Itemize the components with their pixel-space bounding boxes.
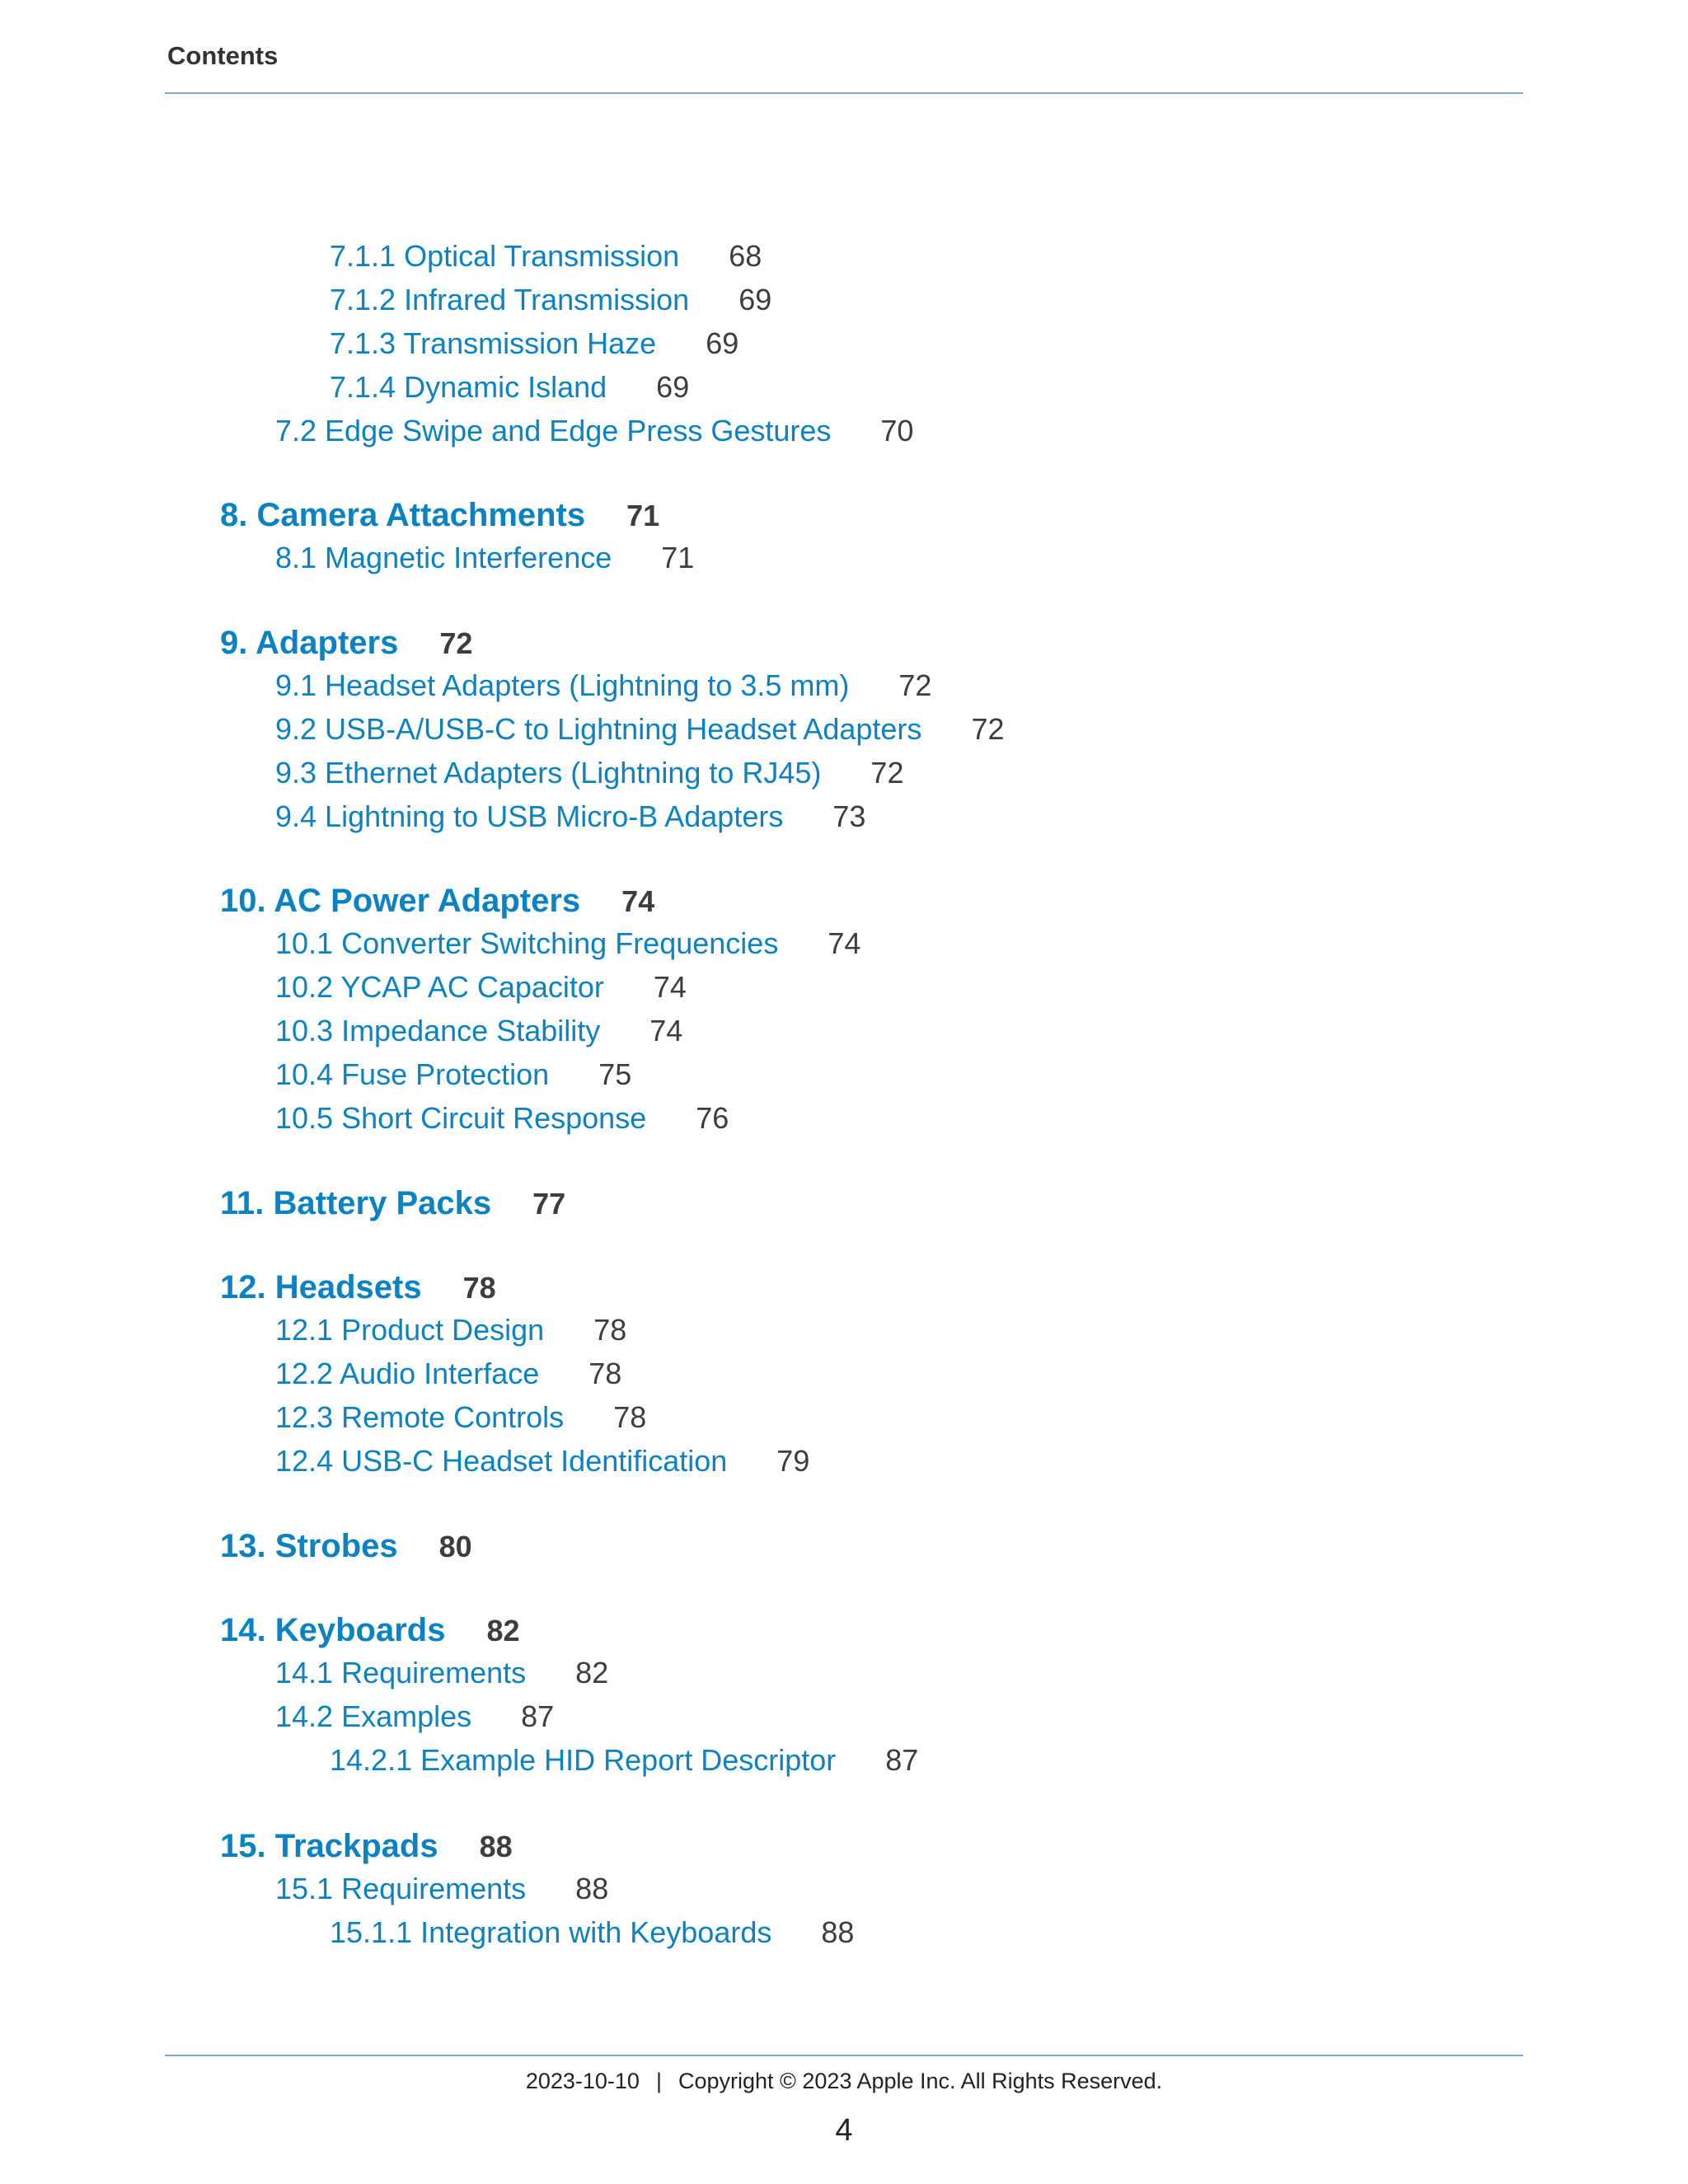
toc-entry-page-number: 72	[870, 756, 904, 790]
toc-entry-page-number: 78	[588, 1357, 622, 1390]
toc-entry-link[interactable]: 9. Adapters	[220, 625, 399, 661]
toc-subsection-entry[interactable]	[330, 1915, 854, 1950]
toc-subsection-entry[interactable]	[330, 283, 771, 317]
toc-entry-page-number: 74	[621, 884, 655, 918]
toc-entry-page-number: 72	[971, 712, 1005, 746]
toc-chapter-entry[interactable]	[220, 1268, 496, 1307]
footer-rule	[165, 2055, 1523, 2056]
toc-entry-page-number: 78	[462, 1271, 496, 1305]
toc-entry-page-number: 71	[661, 541, 695, 574]
footer	[0, 2068, 1688, 2094]
toc-entry-link[interactable]: 11. Battery Packs	[220, 1185, 492, 1221]
toc-entry-link[interactable]: 15. Trackpads	[220, 1828, 438, 1864]
toc-entry-page-number: 78	[593, 1313, 627, 1347]
toc-entry-link[interactable]: 7.1.3 Transmission Haze	[330, 326, 657, 360]
toc-entry-page-number: 75	[598, 1057, 632, 1091]
toc-section-entry[interactable]	[275, 970, 687, 1005]
toc-entry-page-number: 88	[479, 1830, 513, 1863]
toc-entry-page-number: 87	[885, 1743, 919, 1777]
toc-entry-link[interactable]: 12.3 Remote Controls	[275, 1400, 565, 1434]
toc-section-entry[interactable]	[275, 1872, 608, 1906]
toc-subsection-entry[interactable]	[330, 370, 689, 405]
toc-entry-link[interactable]: 13. Strobes	[220, 1528, 398, 1564]
toc-chapter-entry[interactable]	[220, 624, 472, 663]
toc-section-entry[interactable]	[275, 712, 1004, 747]
toc-entry-link[interactable]: 14.2 Examples	[275, 1699, 472, 1733]
toc-subsection-entry[interactable]	[330, 1743, 918, 1778]
toc-chapter-entry[interactable]	[220, 1527, 472, 1566]
toc-section-entry[interactable]	[275, 799, 865, 834]
toc-section-entry[interactable]	[275, 1656, 608, 1690]
toc-entry-page-number: 68	[729, 239, 762, 273]
toc-section-entry[interactable]	[275, 1313, 626, 1347]
toc-entry-link[interactable]: 12.2 Audio Interface	[275, 1357, 540, 1390]
toc-entry-page-number: 88	[575, 1872, 609, 1905]
toc-entry-page-number: 72	[439, 626, 473, 660]
toc-chapter-entry[interactable]	[220, 882, 654, 921]
toc-subsection-entry[interactable]	[330, 326, 738, 361]
toc-chapter-entry[interactable]	[220, 1184, 565, 1223]
toc-entry-link[interactable]: 14.1 Requirements	[275, 1656, 527, 1690]
toc-entry-link[interactable]: 7.1.4 Dynamic Island	[330, 370, 607, 404]
toc-entry-page-number: 82	[486, 1614, 520, 1647]
toc-entry-link[interactable]: 8. Camera Attachments	[220, 497, 586, 533]
toc-entry-page-number: 70	[880, 414, 914, 448]
toc-entry-link[interactable]: 12. Headsets	[220, 1269, 422, 1305]
toc-entry-link[interactable]: 9.2 USB-A/USB-C to Lightning Headset Adapters	[275, 712, 922, 746]
toc-entry-link[interactable]: 10.5 Short Circuit Response	[275, 1101, 647, 1135]
toc-subsection-entry[interactable]	[330, 239, 762, 274]
toc-entry-page-number: 87	[521, 1699, 555, 1733]
toc-entry-page-number: 73	[832, 799, 866, 833]
toc-entry-page-number: 77	[532, 1187, 566, 1221]
toc-section-entry[interactable]	[275, 1699, 554, 1734]
toc-entry-page-number: 69	[706, 326, 739, 360]
toc-entry-link[interactable]: 14. Keyboards	[220, 1612, 446, 1648]
toc-entry-link[interactable]: 10. AC Power Adapters	[220, 883, 581, 919]
toc-entry-link[interactable]: 14.2.1 Example HID Report Descriptor	[330, 1743, 837, 1777]
toc-section-entry[interactable]	[275, 1014, 682, 1048]
running-header-title: Contents	[167, 41, 279, 70]
toc-section-entry[interactable]	[275, 1400, 646, 1435]
toc-entry-link[interactable]: 12.4 USB-C Headset Identification	[275, 1444, 728, 1478]
toc-entry-page-number: 72	[898, 668, 932, 702]
toc-entry-link[interactable]: 7.2 Edge Swipe and Edge Press Gestures	[275, 414, 832, 448]
toc-section-entry[interactable]	[275, 668, 931, 703]
footer-copyright: Copyright © 2023 Apple Inc. All Rights Reserved.	[678, 2069, 1163, 2093]
toc-entry-link[interactable]: 10.4 Fuse Protection	[275, 1057, 550, 1091]
toc-entry-link[interactable]: 12.1 Product Design	[275, 1313, 545, 1347]
toc-entry-page-number: 74	[653, 970, 687, 1004]
footer-separator: |	[655, 2069, 662, 2093]
toc-entry-page-number: 74	[649, 1014, 683, 1047]
toc-entry-page-number: 69	[738, 283, 772, 316]
page-number: 4	[835, 2113, 853, 2148]
toc-entry-page-number: 82	[575, 1656, 609, 1690]
footer-date: 2023-10-10	[525, 2069, 640, 2093]
toc-section-entry[interactable]	[275, 1057, 631, 1092]
toc-chapter-entry[interactable]	[220, 1827, 513, 1866]
toc-entry-page-number: 78	[613, 1400, 647, 1434]
toc-entry-link[interactable]: 9.1 Headset Adapters (Lightning to 3.5 mm)	[275, 668, 850, 702]
toc-entry-link[interactable]: 9.4 Lightning to USB Micro-B Adapters	[275, 799, 784, 833]
toc-entry-page-number: 79	[776, 1444, 810, 1478]
toc-entry-link[interactable]: 7.1.1 Optical Transmission	[330, 239, 680, 273]
toc-entry-link[interactable]: 7.1.2 Infrared Transmission	[330, 283, 690, 316]
toc-section-entry[interactable]	[275, 1101, 729, 1136]
toc-section-entry[interactable]	[275, 414, 913, 448]
toc-section-entry[interactable]	[275, 926, 860, 961]
toc-entry-link[interactable]: 8.1 Magnetic Interference	[275, 541, 612, 574]
toc-entry-page-number: 80	[438, 1530, 472, 1563]
toc-entry-link[interactable]: 10.2 YCAP AC Capacitor	[275, 970, 604, 1004]
toc-entry-link[interactable]: 10.3 Impedance Stability	[275, 1014, 601, 1047]
toc-entry-link[interactable]: 10.1 Converter Switching Frequencies	[275, 926, 779, 960]
toc-entry-link[interactable]: 15.1.1 Integration with Keyboards	[330, 1915, 772, 1949]
toc-section-entry[interactable]	[275, 756, 903, 790]
toc-section-entry[interactable]	[275, 1444, 809, 1479]
toc-entry-page-number: 69	[656, 370, 690, 404]
toc-section-entry[interactable]	[275, 1357, 621, 1391]
toc-chapter-entry[interactable]	[220, 1611, 520, 1650]
toc-section-entry[interactable]	[275, 541, 694, 575]
toc-entry-link[interactable]: 9.3 Ethernet Adapters (Lightning to RJ45)	[275, 756, 822, 790]
toc-entry-page-number: 71	[626, 499, 660, 532]
toc-entry-page-number: 76	[696, 1101, 729, 1135]
toc-entry-page-number: 88	[821, 1915, 855, 1949]
toc-entry-page-number: 74	[828, 926, 861, 960]
toc-entry-link[interactable]: 15.1 Requirements	[275, 1872, 527, 1905]
toc-chapter-entry[interactable]	[220, 496, 659, 535]
